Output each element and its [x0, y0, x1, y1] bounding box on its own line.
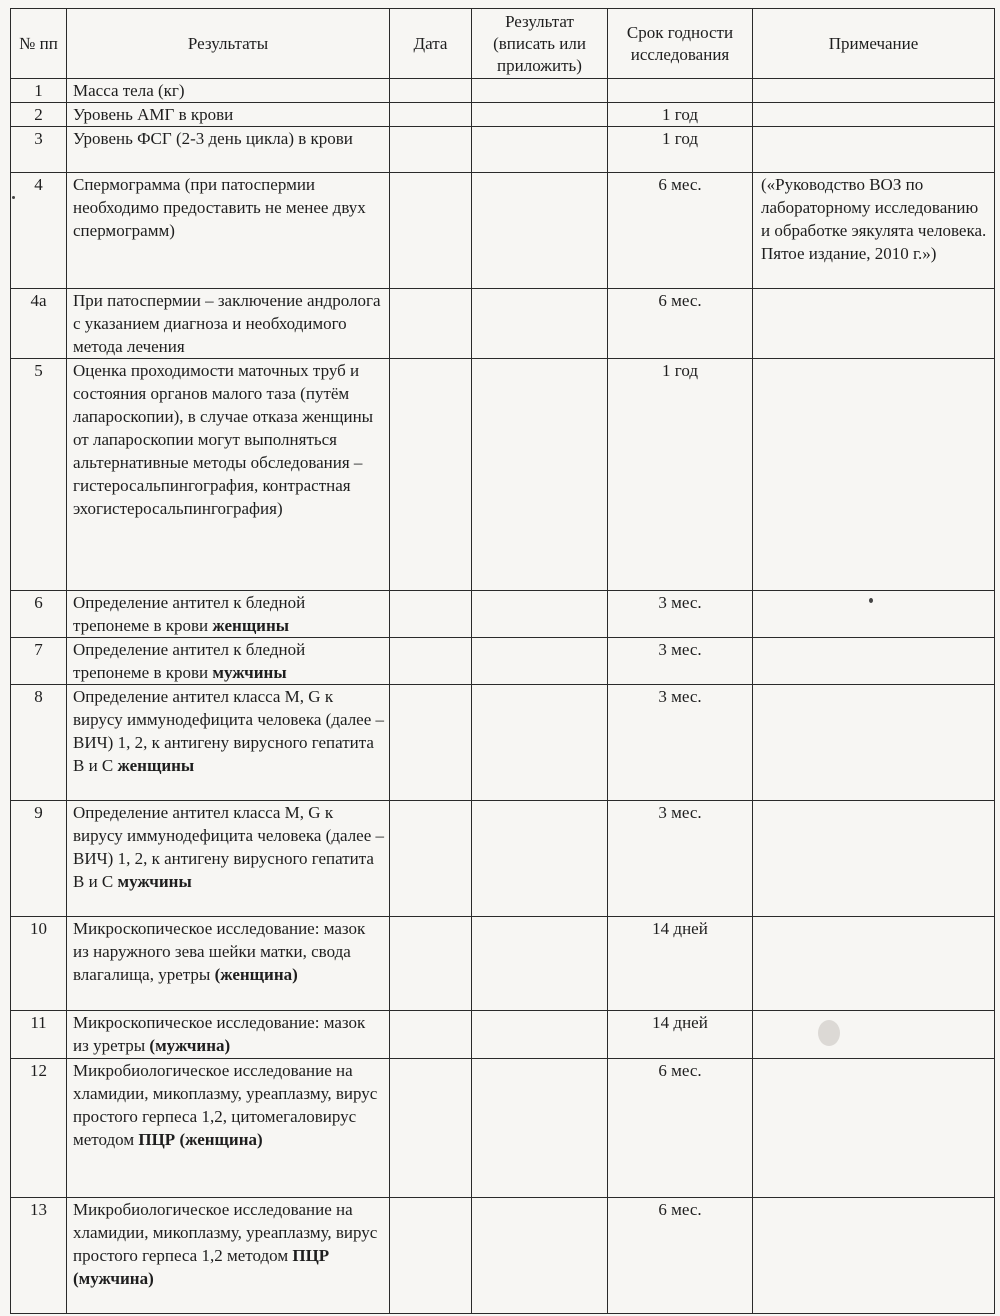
- header-date: Дата: [390, 9, 472, 79]
- row-number: 1: [11, 79, 67, 103]
- row-result-cell: [472, 1059, 608, 1198]
- row-result-name: [67, 359, 390, 591]
- table-row: [11, 591, 995, 638]
- row-date-cell: [390, 79, 472, 103]
- row-result-cell: [472, 638, 608, 685]
- row-text: Микробиологическое исследование на хламидии, микоплазму, уреаплазму, вирус простого герпеса 1,2 методом: [73, 1200, 378, 1265]
- results-table: [10, 8, 995, 1314]
- row-text: Оценка проходимости маточных труб и состояния органов малого таза (путём лапароскопии), в случае отказа женщины от лапароскопии могут выполняться альтернативные методы обследования – гистеросальпингография, контрастная эхогистеросальпингография): [73, 361, 374, 518]
- row-note: [753, 103, 995, 127]
- row-result-name: [67, 1198, 390, 1314]
- table-row: [11, 1198, 995, 1314]
- row-validity-term: 3 мес.: [608, 638, 753, 685]
- row-number: 13: [11, 1198, 67, 1314]
- row-date-cell: [390, 801, 472, 917]
- header-num: № пп: [11, 9, 67, 79]
- row-result-name: [67, 79, 390, 103]
- row-result-cell: [472, 801, 608, 917]
- row-note: [753, 1011, 995, 1059]
- row-validity-term: 14 дней: [608, 1011, 753, 1059]
- row-validity-term: 6 мес.: [608, 1198, 753, 1314]
- row-date-cell: [390, 685, 472, 801]
- table-row: [11, 1059, 995, 1198]
- table-row: [11, 1011, 995, 1059]
- row-number: 9: [11, 801, 67, 917]
- row-result-cell: [472, 103, 608, 127]
- row-text: Определение антител к бледной трепонеме в крови: [73, 593, 306, 635]
- row-date-cell: [390, 359, 472, 591]
- row-text-emphasis: мужчины: [212, 663, 287, 682]
- row-date-cell: [390, 1059, 472, 1198]
- row-validity-term: 3 мес.: [608, 801, 753, 917]
- row-number: 8: [11, 685, 67, 801]
- row-note: [753, 591, 995, 638]
- row-note: [753, 917, 995, 1011]
- row-date-cell: [390, 638, 472, 685]
- row-validity-term: 14 дней: [608, 917, 753, 1011]
- header-row: [11, 9, 995, 79]
- row-text-emphasis: ПЦР (мужчина): [73, 1246, 330, 1288]
- row-result-cell: [472, 359, 608, 591]
- header-result: Результат (вписать или приложить): [472, 9, 608, 79]
- scan-speck: [869, 598, 873, 603]
- header-results: Результаты: [67, 9, 390, 79]
- row-date-cell: [390, 103, 472, 127]
- row-date-cell: [390, 591, 472, 638]
- row-result-cell: [472, 1011, 608, 1059]
- row-date-cell: [390, 289, 472, 359]
- row-result-name: [67, 917, 390, 1011]
- row-number: 7: [11, 638, 67, 685]
- row-validity-term: 3 мес.: [608, 685, 753, 801]
- row-number: 2: [11, 103, 67, 127]
- row-result-name: [67, 173, 390, 289]
- row-result-name: [67, 685, 390, 801]
- table-row: [11, 173, 995, 289]
- row-note: [753, 127, 995, 173]
- table-row: [11, 103, 995, 127]
- row-text: Определение антител класса M, G к вирусу иммунодефицита человека (далее – ВИЧ) 1, 2, к антигену вирусного гепатита B и C: [73, 687, 385, 775]
- row-date-cell: [390, 1011, 472, 1059]
- row-date-cell: [390, 173, 472, 289]
- row-number: 4: [11, 173, 67, 289]
- document-sheet: [10, 8, 995, 1314]
- row-number: 12: [11, 1059, 67, 1198]
- row-note: [753, 638, 995, 685]
- row-result-cell: [472, 127, 608, 173]
- table-row: [11, 79, 995, 103]
- row-result-name: [67, 638, 390, 685]
- row-result-name: [67, 103, 390, 127]
- row-text: Определение антител класса M, G к вирусу иммунодефицита человека (далее – ВИЧ) 1, 2, к антигену вирусного гепатита B и C: [73, 803, 385, 891]
- row-text-emphasis: женщины: [117, 756, 195, 775]
- row-text: Уровень АМГ в крови: [73, 105, 234, 124]
- row-text: Микроскопическое исследование: мазок из уретры: [73, 1013, 366, 1055]
- table-row: [11, 917, 995, 1011]
- row-text: Микробиологическое исследование на хламидии, микоплазму, уреаплазму, вирус простого герпеса 1,2, цитомегаловирус методом: [73, 1061, 378, 1149]
- row-note: [753, 1198, 995, 1314]
- row-result-name: [67, 1059, 390, 1198]
- row-note: [753, 801, 995, 917]
- row-number: 11: [11, 1011, 67, 1059]
- row-text-emphasis: (женщина): [214, 965, 298, 984]
- row-date-cell: [390, 127, 472, 173]
- row-result-cell: [472, 1198, 608, 1314]
- row-validity-term: [608, 79, 753, 103]
- table-row: [11, 127, 995, 173]
- table-row: [11, 638, 995, 685]
- row-validity-term: 3 мес.: [608, 591, 753, 638]
- row-result-cell: [472, 79, 608, 103]
- row-note: [753, 685, 995, 801]
- row-validity-term: 1 год: [608, 103, 753, 127]
- table-row: [11, 289, 995, 359]
- row-validity-term: 6 мес.: [608, 1059, 753, 1198]
- row-number: 10: [11, 917, 67, 1011]
- table-row: [11, 801, 995, 917]
- row-text: Спермограмма (при патоспермии необходимо предоставить не менее двух спермограмм): [73, 175, 366, 240]
- row-text-emphasis: ПЦР (женщина): [138, 1130, 263, 1149]
- header-term: Срок годности исследования: [608, 9, 753, 79]
- row-note: [753, 359, 995, 591]
- row-text: Определение антител к бледной трепонеме в крови: [73, 640, 306, 682]
- row-validity-term: 6 мес.: [608, 289, 753, 359]
- row-note: («Руководство ВОЗ по лабораторному исследованию и обработке эякулята человека. Пятое издание, 2010 г.»): [753, 173, 995, 289]
- row-result-name: [67, 289, 390, 359]
- row-date-cell: [390, 917, 472, 1011]
- row-result-cell: [472, 685, 608, 801]
- row-number: 3: [11, 127, 67, 173]
- row-result-cell: [472, 591, 608, 638]
- row-number: 4а: [11, 289, 67, 359]
- row-note: [753, 289, 995, 359]
- row-text: Уровень ФСГ (2-3 день цикла) в крови: [73, 129, 353, 148]
- row-result-cell: [472, 917, 608, 1011]
- row-text-emphasis: (мужчина): [149, 1036, 231, 1055]
- row-text: Микроскопическое исследование: мазок из наружного зева шейки матки, свода влагалища, уретры: [73, 919, 366, 984]
- table-row: [11, 685, 995, 801]
- row-text: Масса тела (кг): [73, 81, 185, 100]
- row-result-name: [67, 1011, 390, 1059]
- row-number: 6: [11, 591, 67, 638]
- row-validity-term: 1 год: [608, 127, 753, 173]
- table-row: [11, 359, 995, 591]
- row-note: [753, 79, 995, 103]
- row-validity-term: 6 мес.: [608, 173, 753, 289]
- row-date-cell: [390, 1198, 472, 1314]
- row-result-name: [67, 591, 390, 638]
- row-result-cell: [472, 289, 608, 359]
- header-note: Примечание: [753, 9, 995, 79]
- row-text-emphasis: женщины: [212, 616, 290, 635]
- row-text-emphasis: мужчины: [117, 872, 192, 891]
- row-text: При патоспермии – заключение андролога с указанием диагноза и необходимого метода лечения: [73, 291, 381, 356]
- row-validity-term: 1 год: [608, 359, 753, 591]
- row-number: 5: [11, 359, 67, 591]
- row-result-name: [67, 801, 390, 917]
- row-result-name: [67, 127, 390, 173]
- table-body: [11, 79, 995, 1314]
- scan-speck: [12, 196, 15, 199]
- row-result-cell: [472, 173, 608, 289]
- scan-smudge: [818, 1020, 840, 1046]
- row-note: [753, 1059, 995, 1198]
